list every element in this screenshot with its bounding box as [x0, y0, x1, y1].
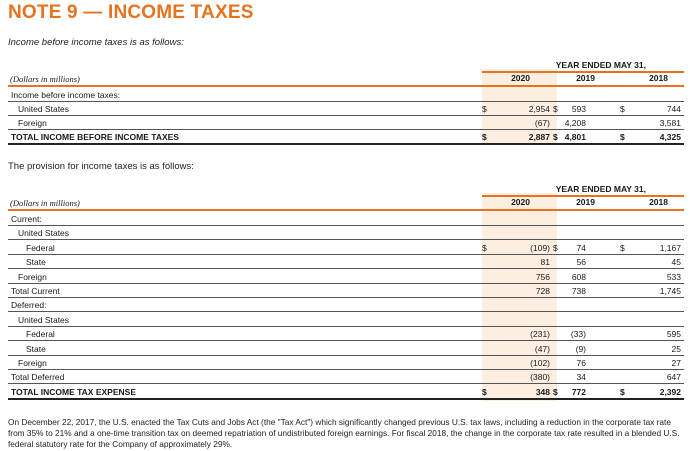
table-row: [8, 313, 684, 327]
income-before-taxes-table: [8, 58, 684, 144]
value-2018: 647: [666, 372, 681, 383]
table-row: [8, 298, 684, 312]
year-2018: 2018: [649, 73, 668, 83]
value-2018: 2,392: [659, 386, 681, 397]
header-rule: [8, 85, 684, 87]
currency-2020: $: [482, 386, 487, 397]
value-2019: 56: [576, 257, 586, 268]
row-label: TOTAL INCOME BEFORE INCOME TAXES: [11, 132, 179, 142]
value-2020: (67): [534, 118, 550, 128]
value-2018: 1,167: [659, 242, 681, 253]
row-label: Foreign: [18, 271, 47, 282]
table-row: [8, 270, 684, 284]
table-row: [8, 130, 684, 145]
row-label: United States: [18, 228, 70, 239]
row-label: Foreign: [18, 118, 47, 128]
dollars-note: (Dollars in millions): [10, 198, 80, 208]
table2-intro: The provision for income taxes is as follows:: [8, 161, 194, 172]
year-2019: 2019: [576, 197, 595, 207]
value-2019: 772: [571, 386, 586, 397]
value-2019: 608: [571, 271, 586, 282]
value-2018: 4,325: [659, 132, 681, 142]
row-label: Income before income taxes:: [11, 90, 121, 100]
value-2018: 27: [671, 358, 681, 368]
row-label: TOTAL INCOME TAX EXPENSE: [11, 386, 136, 397]
row-label: Foreign: [18, 358, 47, 368]
value-2020: 756: [535, 271, 550, 282]
value-2018: 1,745: [659, 286, 681, 296]
row-label: Deferred:: [11, 300, 47, 311]
row-label: Federal: [26, 242, 55, 253]
currency-2019: $: [553, 242, 558, 253]
currency-2018: $: [620, 386, 625, 397]
value-2020: (380): [530, 372, 550, 383]
currency-2018: $: [620, 132, 625, 142]
value-2019: 34: [576, 372, 586, 383]
value-2020: (47): [534, 343, 550, 354]
year-2020: 2020: [511, 73, 530, 83]
value-2020: 2,954: [528, 104, 550, 114]
table-row: [8, 342, 684, 356]
value-2019: (9): [575, 343, 586, 354]
value-2020: 728: [535, 286, 550, 296]
table-row: [8, 102, 684, 116]
currency-2020: $: [482, 132, 487, 142]
value-2019: 738: [571, 286, 586, 296]
provision-for-taxes-table: [8, 182, 684, 402]
value-2019: (33): [570, 329, 586, 340]
table1-intro: Income before income taxes is as follows:: [8, 37, 184, 48]
row-label: United States: [18, 314, 70, 325]
table-row: [8, 385, 684, 400]
currency-2020: $: [482, 104, 487, 114]
value-2020: (231): [530, 329, 550, 340]
value-2018: 25: [671, 343, 681, 354]
row-label: State: [26, 257, 46, 268]
year-2020: 2020: [511, 197, 530, 207]
value-2018: 744: [666, 104, 681, 114]
table-row: [8, 241, 684, 255]
row-label: Federal: [26, 329, 55, 340]
year-ended-header: YEAR ENDED MAY 31,: [555, 184, 646, 194]
value-2020: (102): [530, 358, 550, 368]
row-label: Total Deferred: [11, 372, 65, 383]
table2-header-row: [8, 197, 684, 209]
table-row: [8, 255, 684, 269]
row-label: State: [26, 343, 46, 354]
value-2018: 3,581: [659, 118, 681, 128]
currency-2019: $: [553, 386, 558, 397]
value-2020: 348: [535, 386, 550, 397]
value-2020: 81: [540, 257, 550, 268]
value-2020: 2,887: [528, 132, 550, 142]
value-2019: 74: [576, 242, 586, 253]
row-label: Current:: [11, 214, 42, 224]
footnote: On December 22, 2017, the U.S. enacted the Tax Cuts and Jobs Act (the "Tax Act") which significantly changed previous U.S. tax laws, including a reduction in the corporate tax rate from 35% to 21% and a one-time transition tax on deemed repatriation of undistributed foreign earnings. For fiscal 2018, the change in the corporate tax rate resulted in a blended U.S. federal statutory rate for the Company of approximately 29%.: [8, 417, 680, 449]
table-row: [8, 88, 684, 102]
table-row: [8, 226, 684, 240]
year-ended-header: YEAR ENDED MAY 31,: [555, 60, 646, 70]
value-2018: 533: [666, 271, 681, 282]
value-2019: 4,208: [564, 118, 586, 128]
currency-2019: $: [553, 104, 558, 114]
year-2018: 2018: [649, 197, 668, 207]
value-2019: 76: [576, 358, 586, 368]
currency-2019: $: [553, 132, 558, 142]
table-row: [8, 284, 684, 298]
table-row: [8, 212, 684, 226]
table-row: [8, 370, 684, 384]
dollars-note: (Dollars in millions): [10, 74, 80, 84]
currency-2018: $: [620, 104, 625, 114]
currency-2020: $: [482, 242, 487, 253]
table-row: [8, 356, 684, 370]
row-label: Total Current: [11, 286, 60, 296]
header-rule: [8, 209, 684, 211]
currency-2018: $: [620, 242, 625, 253]
table-row: [8, 116, 684, 130]
year-2019: 2019: [576, 73, 595, 83]
value-2020: (109): [530, 242, 550, 253]
value-2019: 4,801: [564, 132, 586, 142]
value-2019: 593: [571, 104, 586, 114]
table-row: [8, 327, 684, 341]
table1-header-row: [8, 73, 684, 85]
row-label: United States: [18, 104, 70, 114]
value-2018: 595: [666, 329, 681, 340]
page-title: NOTE 9 — INCOME TAXES: [8, 2, 254, 23]
value-2018: 45: [671, 257, 681, 268]
